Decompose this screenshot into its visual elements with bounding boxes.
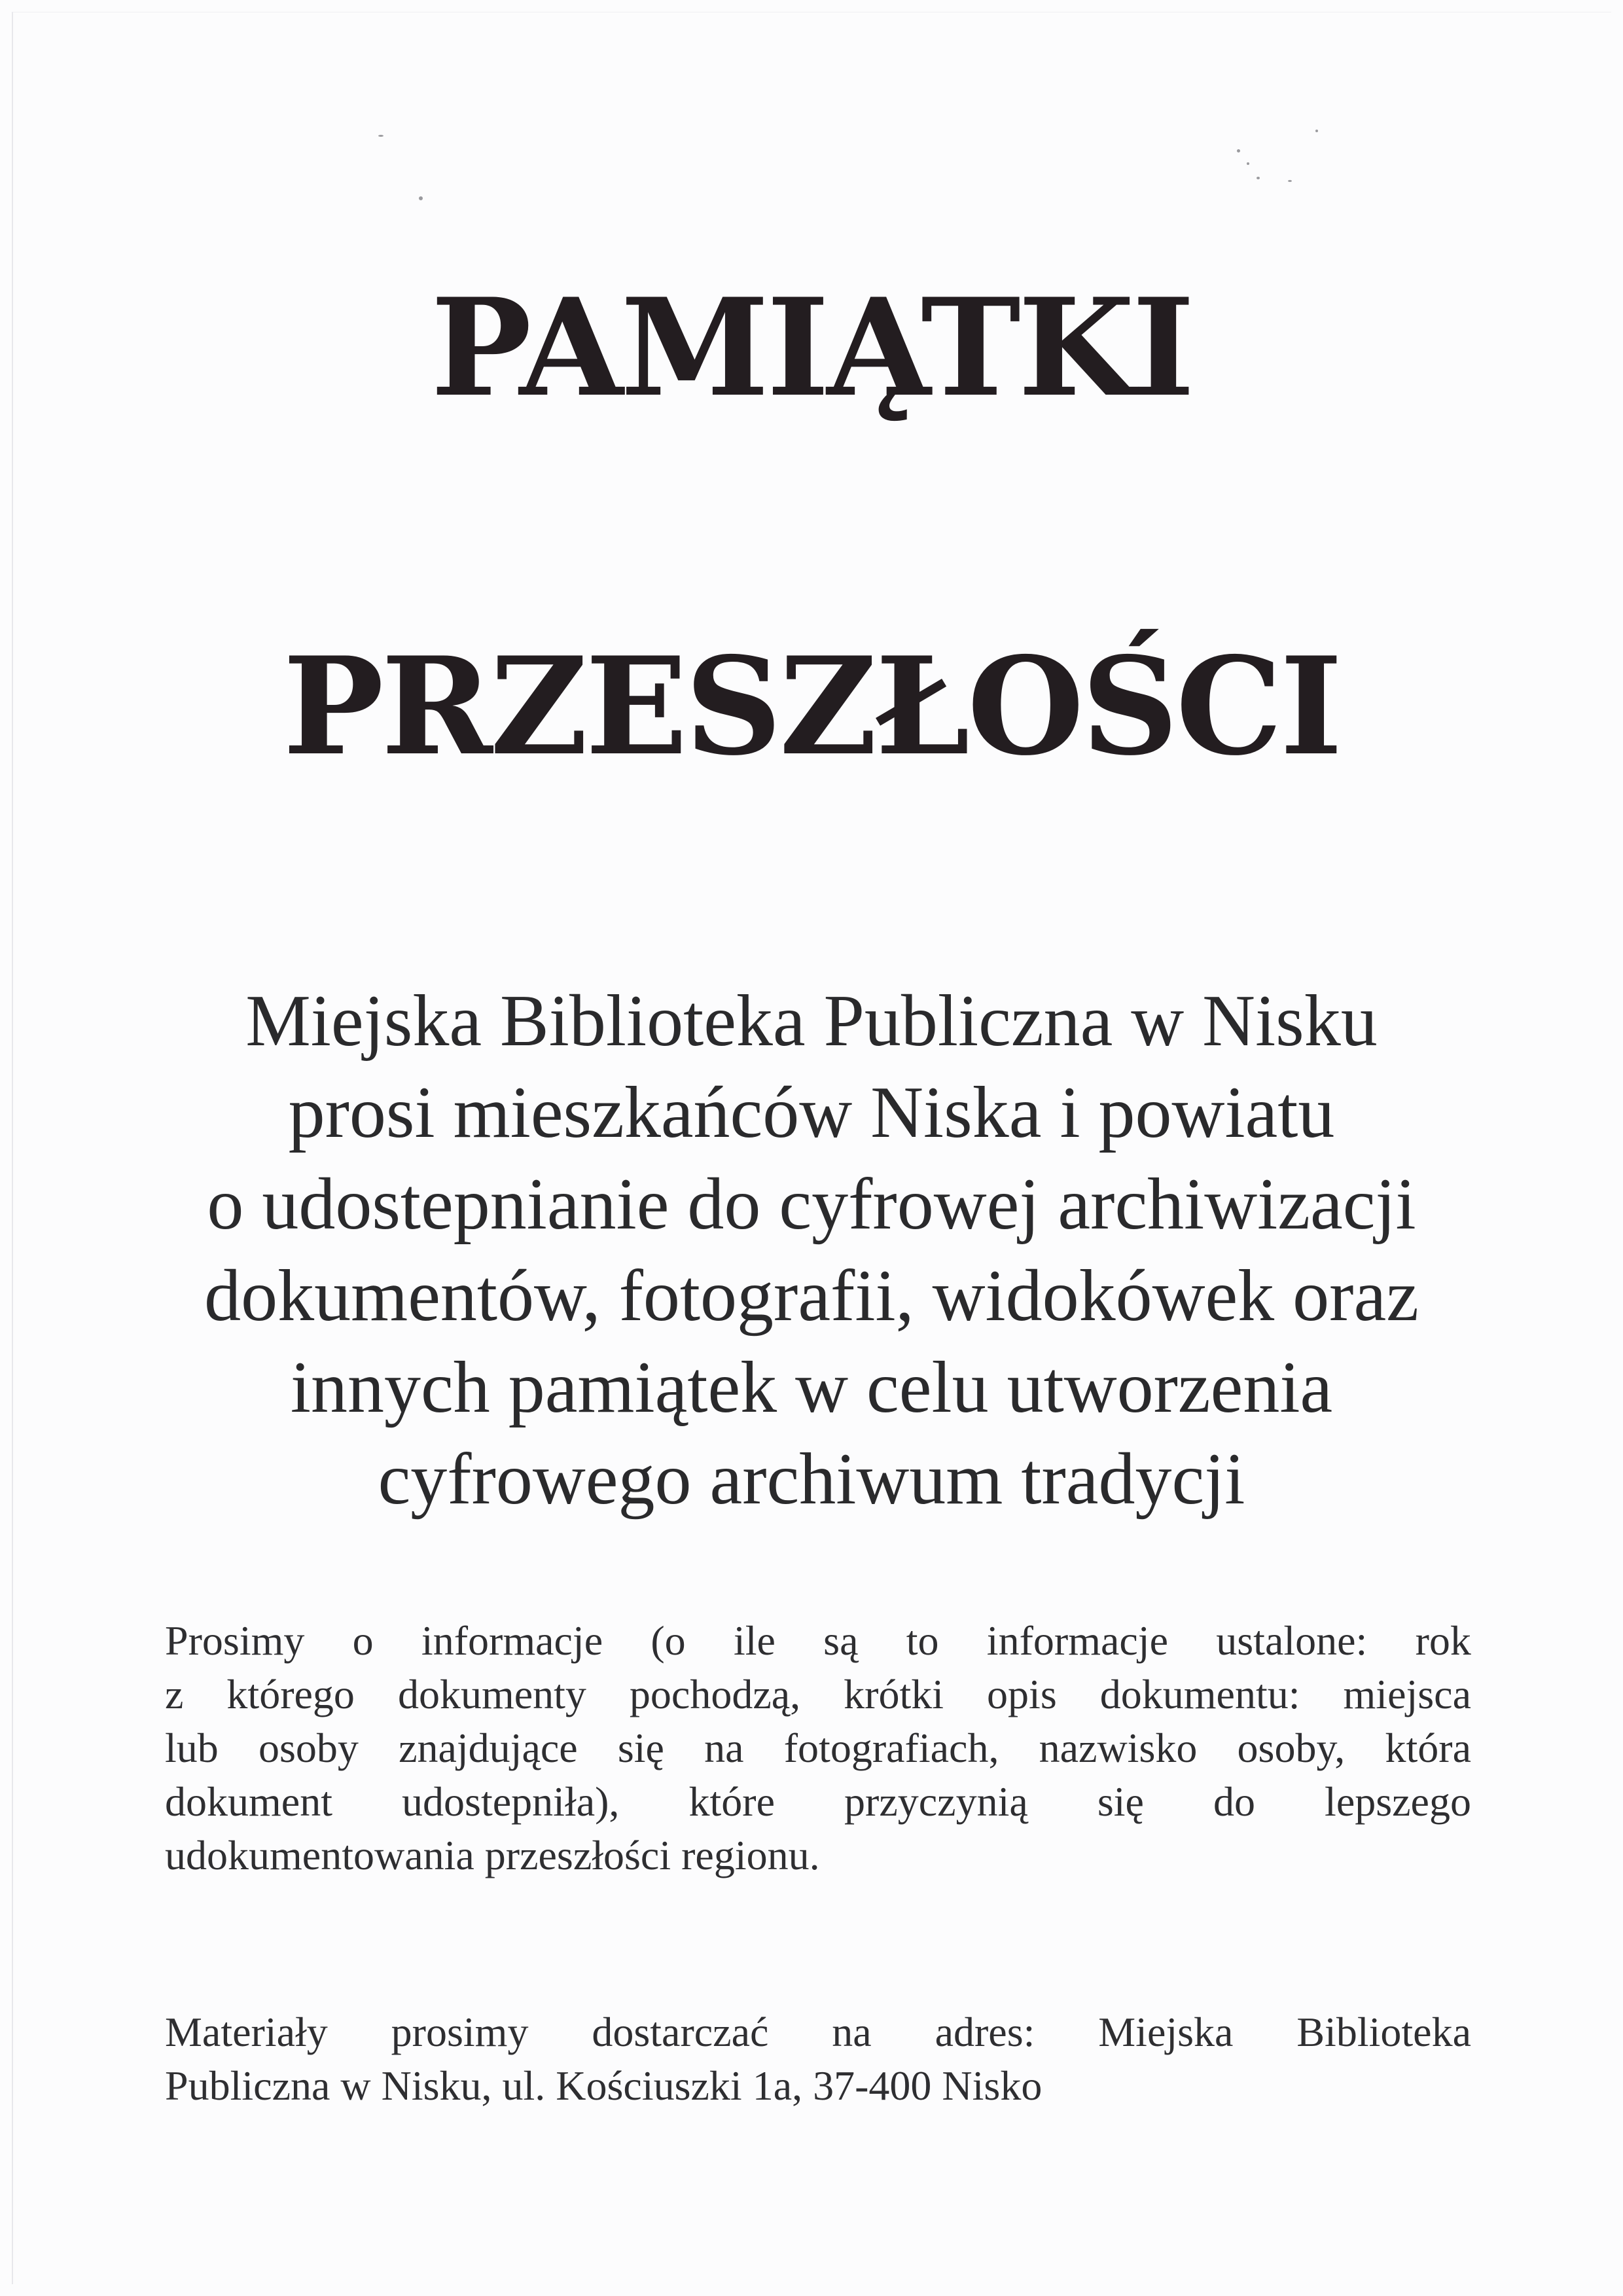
paragraph-line bbox=[165, 1775, 1471, 1829]
word: krótki bbox=[844, 1671, 944, 1717]
word: udokumentowania bbox=[165, 1832, 474, 1878]
word: w bbox=[340, 2062, 371, 2109]
word: na bbox=[704, 1725, 744, 1771]
word: Publiczna bbox=[165, 2062, 330, 2109]
paragraph-line bbox=[165, 1721, 1471, 1775]
word: udostepniła), bbox=[402, 1778, 620, 1825]
paragraph-line bbox=[165, 1829, 1471, 1882]
request-paragraph bbox=[165, 1614, 1471, 1882]
word: ul. bbox=[502, 2062, 546, 2109]
paragraph-line bbox=[165, 1614, 1471, 1668]
word: z bbox=[165, 1671, 184, 1717]
word: lepszego bbox=[1325, 1778, 1471, 1825]
word: to bbox=[906, 1617, 939, 1664]
word: informacje bbox=[986, 1617, 1168, 1664]
poster-title-line-1: PAMIĄTKI bbox=[431, 270, 1192, 427]
word: adres: bbox=[935, 2009, 1035, 2055]
word: Kościuszki bbox=[556, 2062, 742, 2109]
paragraph-line bbox=[165, 2005, 1471, 2059]
paragraph-line bbox=[165, 2059, 1471, 2113]
word: dokument bbox=[165, 1778, 332, 1825]
word: 37-400 bbox=[813, 2062, 932, 2109]
word: informacje bbox=[421, 1617, 603, 1664]
word: opis bbox=[987, 1671, 1057, 1717]
word: osoby, bbox=[1237, 1725, 1346, 1771]
intro-text bbox=[131, 975, 1492, 1525]
word: Biblioteka bbox=[1296, 2009, 1471, 2055]
word: do bbox=[1213, 1778, 1255, 1825]
intro-line: dokumentów, fotografii, widokówek oraz bbox=[204, 1255, 1419, 1336]
scan-speck bbox=[1288, 180, 1292, 182]
poster-title-line-2: PRZESZŁOŚCI bbox=[283, 628, 1340, 785]
word: dokumenty bbox=[397, 1671, 586, 1717]
word: się bbox=[617, 1725, 664, 1771]
scan-speck bbox=[1247, 162, 1249, 165]
word: osoby bbox=[258, 1725, 359, 1771]
scan-speck bbox=[1237, 149, 1240, 152]
word: które bbox=[688, 1778, 775, 1825]
word: dostarczać bbox=[592, 2009, 769, 2055]
word: są bbox=[823, 1617, 859, 1664]
word: ile bbox=[733, 1617, 776, 1664]
word: lub bbox=[165, 1725, 219, 1771]
word: prosimy bbox=[391, 2009, 529, 2055]
word: znajdujące bbox=[399, 1725, 578, 1771]
word: pochodzą, bbox=[629, 1671, 801, 1717]
word: przyczynią bbox=[844, 1778, 1028, 1825]
scan-speck bbox=[419, 196, 423, 200]
intro-line: o udostepnianie do cyfrowej archiwizacji bbox=[207, 1164, 1416, 1245]
scan-speck bbox=[1257, 177, 1260, 179]
word: regionu. bbox=[681, 1832, 820, 1878]
word: Nisku, bbox=[381, 2062, 492, 2109]
word: 1a, bbox=[752, 2062, 803, 2109]
intro-line: prosi mieszkańców Niska i powiatu bbox=[288, 1072, 1335, 1153]
word: Materiały bbox=[165, 2009, 328, 2055]
word: Prosimy bbox=[165, 1617, 305, 1664]
word: się bbox=[1097, 1778, 1144, 1825]
word: ustalone: bbox=[1216, 1617, 1368, 1664]
intro-line: innych pamiątek w celu utworzenia bbox=[290, 1347, 1333, 1428]
paragraph-line bbox=[165, 1668, 1471, 1721]
word: którego bbox=[226, 1671, 355, 1717]
word: przeszłości bbox=[484, 1832, 671, 1878]
word: nazwisko bbox=[1039, 1725, 1198, 1771]
word: dokumentu: bbox=[1099, 1671, 1300, 1717]
intro-line: cyfrowego archiwum tradycji bbox=[378, 1439, 1245, 1520]
word: Nisko bbox=[942, 2062, 1043, 2109]
scan-speck bbox=[1315, 130, 1318, 132]
intro-line: Miejska Biblioteka Publiczna w Nisku bbox=[245, 980, 1378, 1062]
word: fotografiach, bbox=[783, 1725, 999, 1771]
scan-speck bbox=[378, 135, 383, 137]
word: o bbox=[352, 1617, 374, 1664]
word: która bbox=[1385, 1725, 1471, 1771]
word: miejsca bbox=[1343, 1671, 1471, 1717]
word: Miejska bbox=[1098, 2009, 1234, 2055]
word: (o bbox=[651, 1617, 686, 1664]
address-paragraph bbox=[165, 2005, 1471, 2113]
word: na bbox=[832, 2009, 872, 2055]
word: rok bbox=[1415, 1617, 1471, 1664]
